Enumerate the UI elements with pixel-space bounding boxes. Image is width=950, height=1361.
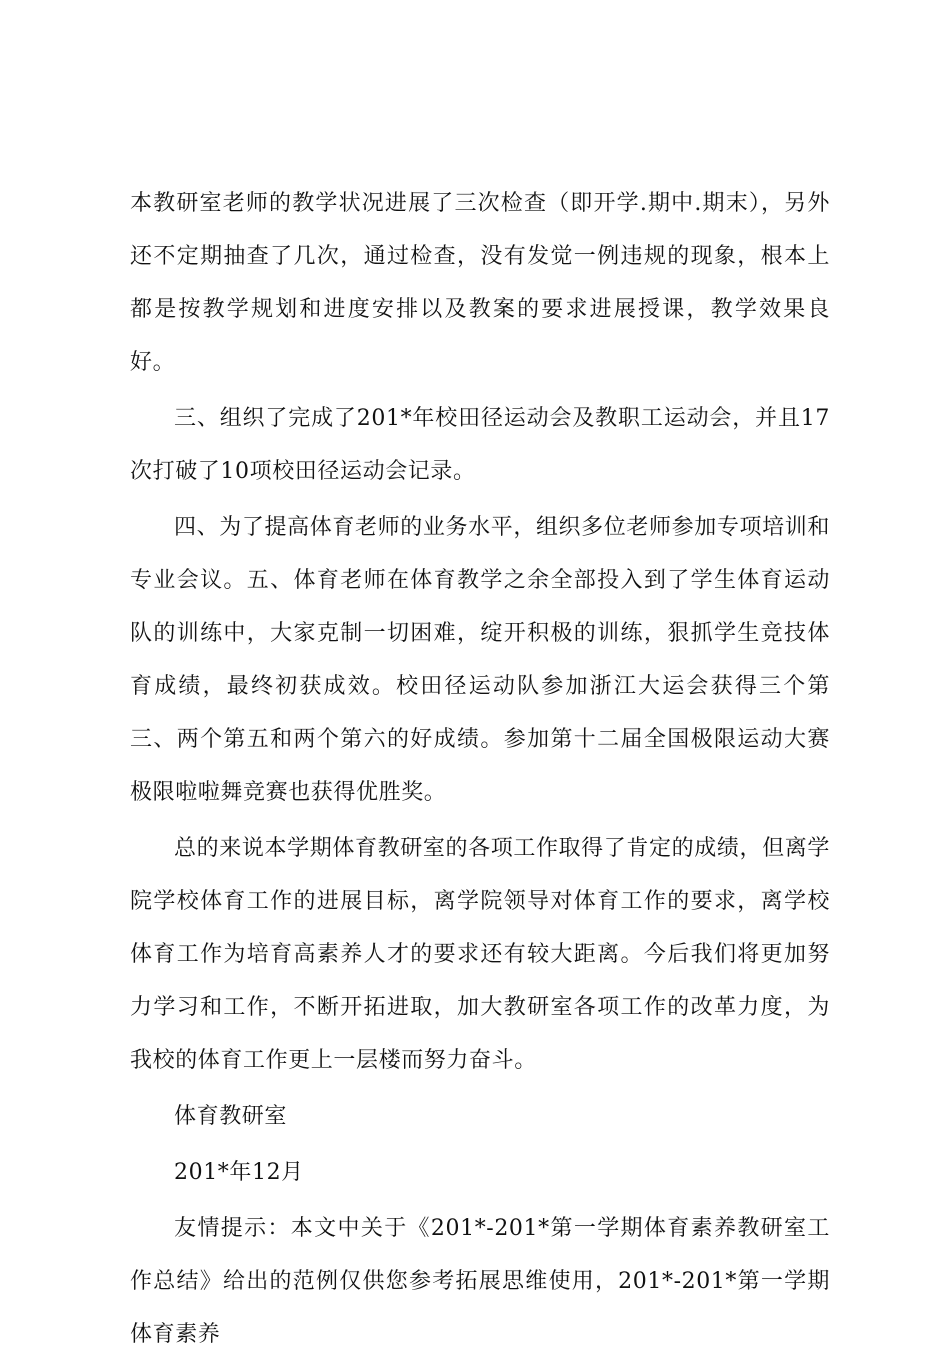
signature-department: 体育教研室	[174, 1104, 288, 1129]
paragraph-training: 四、为了提高体育老师的业务水平，组织多位老师参加专项培训和专业会议。五、体育老师在体育教学之余全部投入到了学生体育运动队的训练中，大家克制一切困难，绽开积极的训练，狠抓学生竞技体育成绩，最终初获成效。校田径运动队参加浙江大运会获得三个第三、两个第五和两个第六的好成绩。参加第十二届全国极限运动大赛极限啦啦舞竞赛也获得优胜奖。	[130, 515, 830, 805]
paragraph-inspection: 本教研室老师的教学状况进展了三次检查（即开学.期中.期末），另外还不定期抽查了几次，通过检查，没有发觉一例违规的现象，根本上都是按教学规划和进度安排以及教案的要求进展授课，教学效果良好。	[130, 191, 830, 375]
friendly-tip: 友情提示：本文中关于《201*-201*第一学期体育素养教研室工作总结》给出的范例仅供您参考拓展思维使用，201*-201*第一学期体育素养	[130, 1216, 830, 1347]
document-page	[130, 177, 830, 1361]
paragraph-sports-meet: 三、组织了完成了201*年校田径运动会及教职工运动会，并且17次打破了10项校田径运动会记录。	[130, 406, 830, 484]
paragraph-summary: 总的来说本学期体育教研室的各项工作取得了肯定的成绩，但离学院学校体育工作的进展目标，离学院领导对体育工作的要求，离学校体育工作为培育高素养人才的要求还有较大距离。今后我们将更加努力学习和工作，不断开拓进取，加大教研室各项工作的改革力度，为我校的体育工作更上一层楼而努力奋斗。	[130, 836, 830, 1073]
signature-date: 201*年12月	[174, 1160, 304, 1185]
